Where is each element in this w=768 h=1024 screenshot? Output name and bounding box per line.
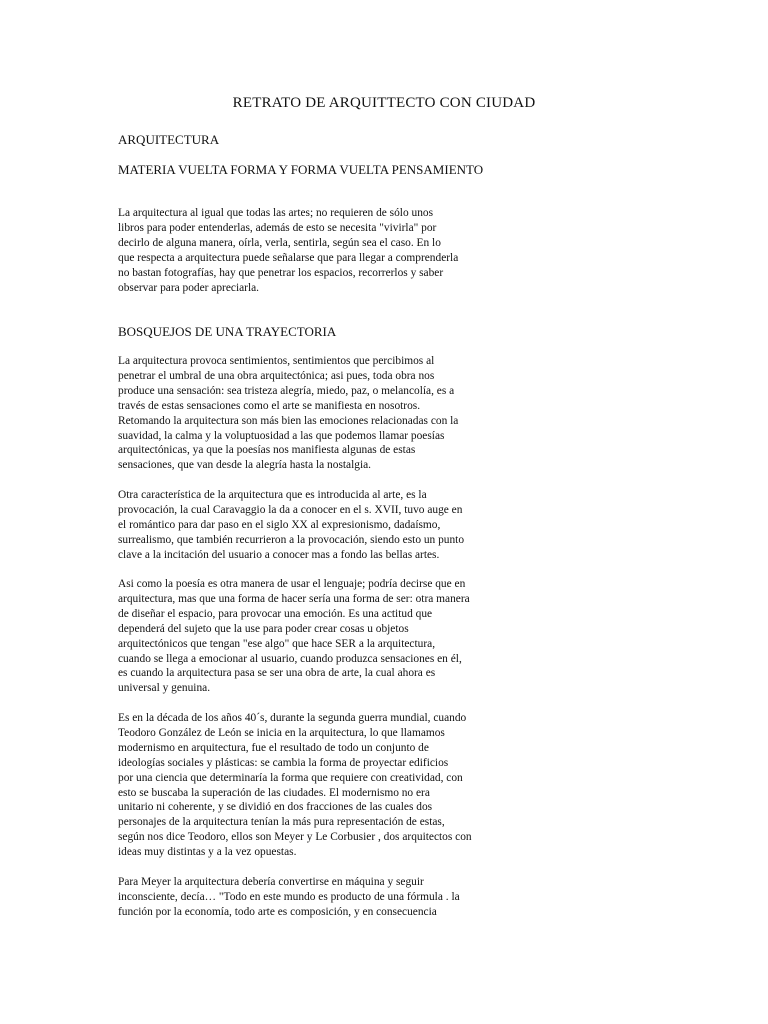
text-line: que respecta a arquitectura puede señalarse que para llegar a comprenderla xyxy=(118,251,459,264)
text-line: La arquitectura al igual que todas las artes; no requieren de sólo unos xyxy=(118,207,434,219)
text-line: unitario ni coherente, y se dividió en dos fracciones de las cuales dos xyxy=(118,801,433,814)
text-line: universal y genuina. xyxy=(118,682,211,695)
text-line: Asi como la poesía es otra manera de usar el lenguaje; podría decirse que en xyxy=(118,578,466,590)
text-line: esto se buscaba la superación de las ciudades. El modernismo no era xyxy=(118,786,430,799)
paragraph-modernismo xyxy=(118,711,518,860)
text-line: Retomando la arquitectura son más bien las emociones relacionadas con la xyxy=(118,414,459,427)
paragraph-provocacion xyxy=(118,488,518,563)
text-line: ideas muy distintas y a la vez opuestas. xyxy=(118,846,297,859)
text-line: ideologías sociales y plásticas: se cambia la forma de proyectar edificios xyxy=(118,756,449,769)
text-line: produce una sensación: sea tristeza alegría, miedo, paz, o melancolía, es a xyxy=(118,384,455,397)
text-line: por una ciencia que determinaría la forma que requiere con creatividad, con xyxy=(118,771,463,784)
heading-materia-vuelta-forma: MATERIA VUELTA FORMA Y FORMA VUELTA PENSAMIENTO xyxy=(118,162,484,177)
text-line: el romántico para dar paso en el siglo XX al expresionismo, dadaísmo, xyxy=(118,518,441,531)
heading-arquitectura: ARQUITECTURA xyxy=(118,132,220,147)
text-line: decirlo de alguna manera, oírla, verla, sentirla, según sea el caso. En lo xyxy=(118,236,441,249)
text-line: es cuando la arquitectura pasa se ser una obra de arte, la cual ahora es xyxy=(118,667,436,680)
text-line: libros para poder entenderlas, además de esto se necesita "vivirla" por xyxy=(118,221,437,234)
text-line: dependerá del sujeto que la use para poder crear cosas u objetos xyxy=(118,622,409,635)
text-line: inconsciente, decía… "Todo en este mundo es producto de una fórmula . la xyxy=(118,890,460,903)
text-line: Teodoro González de León se inicia en la arquitectura, lo que llamamos xyxy=(118,726,445,739)
text-line: de diseñar el espacio, para provocar una emoción. Es una actitud que xyxy=(118,607,433,620)
text-line: clave a la incitación del usuario a conocer mas a fondo las bellas artes. xyxy=(118,548,440,561)
text-line: suavidad, la calma y la voluptuosidad a las que podemos llamar poesías xyxy=(118,429,445,442)
text-line: no bastan fotografías, hay que penetrar los espacios, recorrerlos y saber xyxy=(118,266,444,279)
text-line: función por la economía, todo arte es composición, y en consecuencia xyxy=(118,905,437,918)
paragraph-meyer xyxy=(118,875,518,920)
text-line: arquitectónicas, ya que la poesías nos manifiesta algunas de estas xyxy=(118,444,416,457)
text-line: cuando se llega a emocionar al usuario, cuando produzca sensaciones en él, xyxy=(118,652,462,665)
text-line: La arquitectura provoca sentimientos, sentimientos que percibimos al xyxy=(118,355,435,367)
text-line: arquitectónicos que tengan "ese algo" que hace SER a la arquitectura, xyxy=(118,637,436,650)
text-line: Es en la década de los años 40´s, durante la segunda guerra mundial, cuando xyxy=(118,712,467,724)
text-line: según nos dice Teodoro, ellos son Meyer y Le Corbusier , dos arquitectos con xyxy=(118,831,472,844)
text-line: penetrar el umbral de una obra arquitectónica; asi pues, toda obra nos xyxy=(118,369,435,382)
text-line: través de estas sensaciones como el arte se manifiesta en nosotros. xyxy=(118,399,421,412)
text-line: surrealismo, que también recurrieron a la provocación, siendo esto un punto xyxy=(118,533,465,546)
text-line: personajes de la arquitectura tenían la más pura representación de estas, xyxy=(118,816,445,829)
text-line: arquitectura, mas que una forma de hacer sería una forma de ser: otra manera xyxy=(118,592,470,605)
paragraph-poesia xyxy=(118,577,518,696)
text-line: Para Meyer la arquitectura debería convertirse en máquina y seguir xyxy=(118,876,424,888)
heading-bosquejos: BOSQUEJOS DE UNA TRAYECTORIA xyxy=(118,324,337,339)
paragraph-intro xyxy=(118,206,518,295)
text-line: observar para poder apreciarla. xyxy=(118,281,260,294)
text-line: provocación, la cual Caravaggio la da a conocer en el s. XVII, tuvo auge en xyxy=(118,503,463,516)
text-line: modernismo en arquitectura, fue el resultado de todo un conjunto de xyxy=(118,741,429,754)
document-title: RETRATO DE ARQUITTECTO CON CIUDAD xyxy=(232,95,536,111)
text-line: sensaciones, que van desde la alegría hasta la nostalgia. xyxy=(118,459,372,472)
paragraph-sentimientos xyxy=(118,354,518,473)
text-line: Otra característica de la arquitectura que es introducida al arte, es la xyxy=(118,489,427,501)
